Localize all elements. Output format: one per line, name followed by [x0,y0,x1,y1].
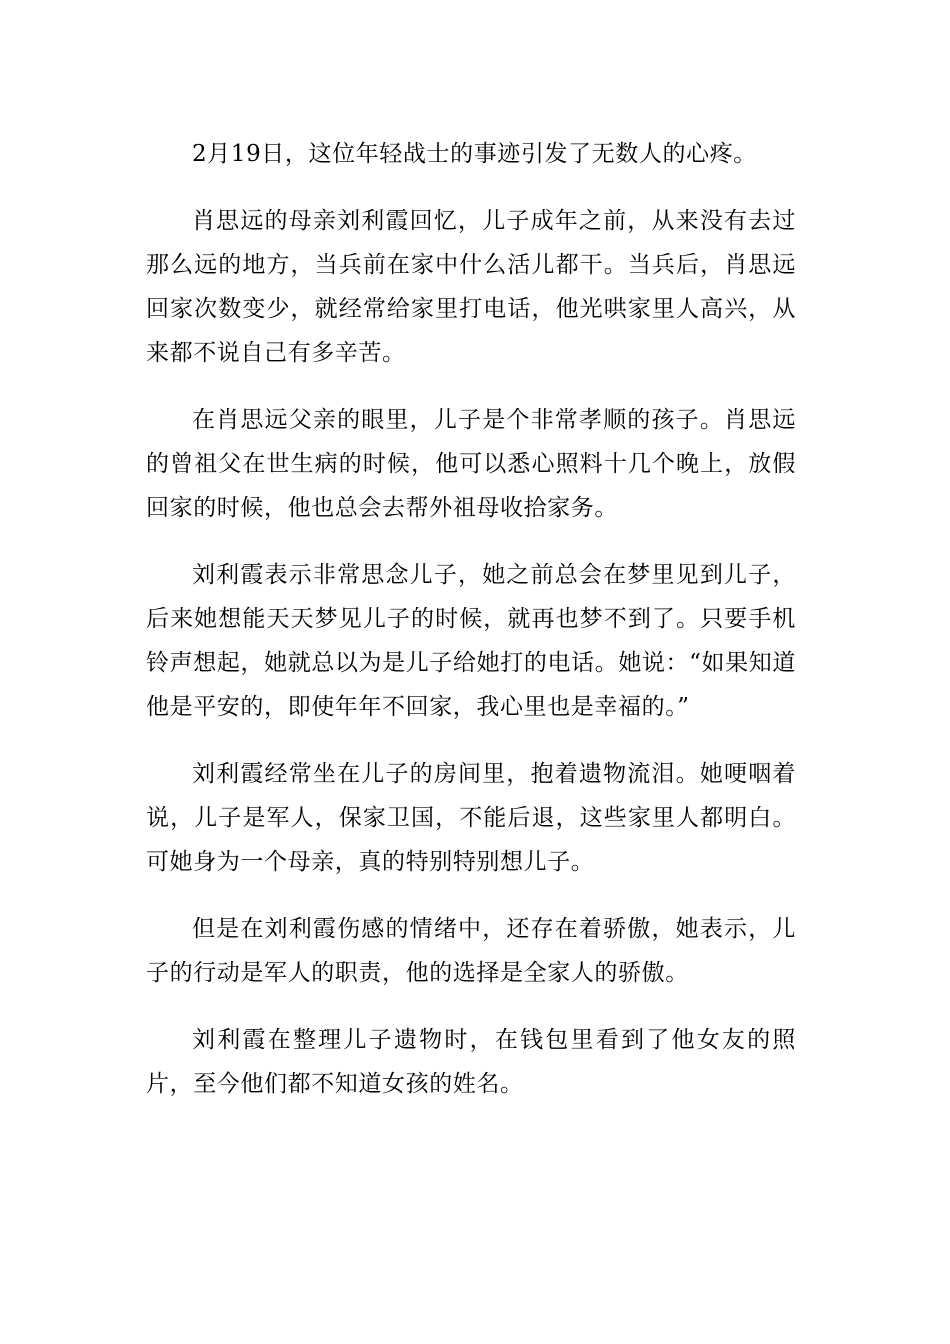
document-body [146,132,796,1129]
paragraph-2: 肖思远的母亲刘利霞回忆，儿子成年之前，从来没有去过那么远的地方，当兵前在家中什么活儿都干。当兵后，肖思远回家次数变少，就经常给家里打电话，他光哄家里人高兴，从来都不说自己有多辛苦。 [146,208,796,366]
paragraph-5: 刘利霞经常坐在儿子的房间里，抱着遗物流泪。她哽咽着说，儿子是军人，保家卫国，不能后退，这些家里人都明白。可她身为一个母亲，真的特别特别想儿子。 [146,761,796,875]
paragraph-6: 但是在刘利霞伤感的情绪中，还存在着骄傲，她表示，儿子的行动是军人的职责，他的选择是全家人的骄傲。 [146,916,796,986]
paragraph-4: 刘利霞表示非常思念儿子，她之前总会在梦里见到儿子，后来她想能天天梦见儿子的时候，就再也梦不到了。只要手机铃声想起，她就总以为是儿子给她打的电话。她说：“如果知道他是平安的，即使年年不回家，我心里也是幸福的。” [146,562,796,720]
paragraph-7: 刘利霞在整理儿子遗物时，在钱包里看到了他女友的照片，至今他们都不知道女孩的姓名。 [146,1027,796,1097]
paragraph-1: 2月19日，这位年轻战士的事迹引发了无数人的心疼。 [192,141,757,167]
paragraph-3: 在肖思远父亲的眼里，儿子是个非常孝顺的孩子。肖思远的曾祖父在世生病的时候，他可以悉心照料十几个晚上，放假回家的时候，他也总会去帮外祖母收拾家务。 [146,407,796,521]
